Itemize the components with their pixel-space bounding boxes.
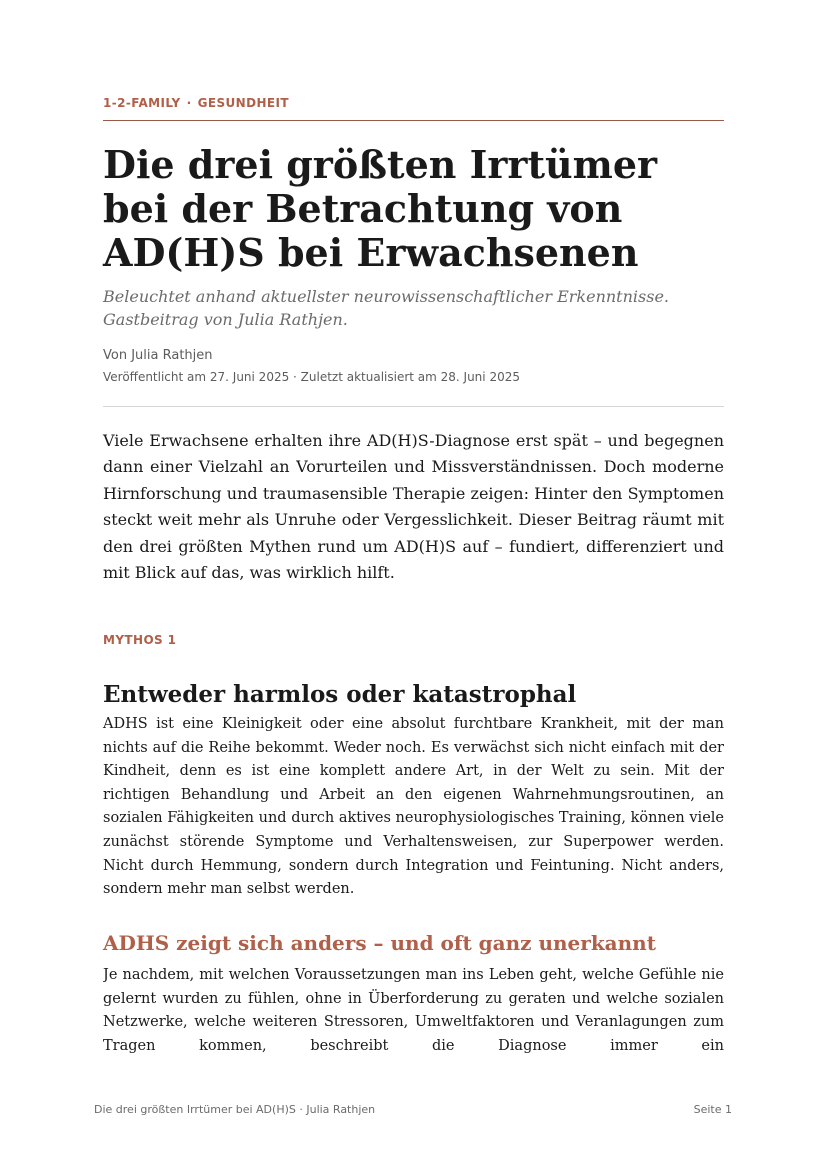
kicker-section-link[interactable]: GESUNDHEIT <box>197 96 289 110</box>
article-byline: Von Julia Rathjen <box>103 348 213 363</box>
article-dates: Veröffentlicht am 27. Juni 2025 · Zuletzt aktualisiert am 28. Juni 2025 <box>103 370 520 384</box>
myth-heading: Entweder harmlos oder katastrophal <box>103 681 577 708</box>
meta-divider <box>103 406 724 407</box>
article-title: Die drei größten Irrtümer bei der Betrachtung von AD(H)S bei Erwachsenen <box>103 142 658 275</box>
kicker-separator: · <box>186 96 192 110</box>
footer-document-title: Die drei größten Irrtümer bei AD(H)S · Julia Rathjen <box>94 1103 376 1116</box>
footer-page-number: Seite 1 <box>693 1103 732 1116</box>
myth-subheading: ADHS zeigt sich anders – und oft ganz unerkannt <box>103 931 656 955</box>
header-divider <box>103 120 724 121</box>
myth-body-continued: Je nachdem, mit welchen Voraussetzungen man ins Leben geht, welche Gefühle nie gelernt wurden zu fühlen, ohne in Überforderung zu geraten und welche sozialen Netzwerke, welche weiteren Stressoren, Umweltfaktoren und Veranlagungen zum Tragen kommen, beschreibt die Diagnose immer ein <box>103 967 724 1054</box>
article-lead: Viele Erwachsene erhalten ihre AD(H)S-Diagnose erst spät – und begegnen dann einer Vielzahl an Vorurteilen und Missverständnissen. Doch moderne Hirnforschung und traumasensible Therapie zeigen: Hinter den Symptomen steckt weit mehr als Unruhe oder Vergesslichkeit. Dieser Beitrag räumt mit den drei größten Mythen rund um AD(H)S auf – fundiert, differenziert und mit Blick auf das, was wirklich hilft. <box>103 431 724 583</box>
kicker <box>103 96 289 110</box>
kicker-brand-link[interactable]: 1-2-FAMILY <box>103 96 181 110</box>
article-subtitle: Beleuchtet anhand aktuellster neurowissenschaftlicher Erkenntnisse. Gastbeitrag von Julia Rathjen. <box>103 287 669 329</box>
myth-body: ADHS ist eine Kleinigkeit oder eine absolut furchtbare Krankheit, mit der man nichts auf die Reihe bekommt. Weder noch. Es verwächst sich nicht einfach mit der Kindheit, denn es ist eine komplett andere Art, in der Welt zu sein. Mit der richtigen Behandlung und Arbeit an den eigenen Wahrnehmungsroutinen, an sozialen Fähigkeiten und durch aktives neurophysiologisches Training, können viele zunächst störende Symptome und Verhaltensweisen, zur Superpower werden. Nicht durch Hemmung, sondern durch Integration und Feintuning. Nicht anders, sondern mehr man selbst werden. <box>103 716 724 898</box>
myth-label: MYTHOS 1 <box>103 633 177 647</box>
